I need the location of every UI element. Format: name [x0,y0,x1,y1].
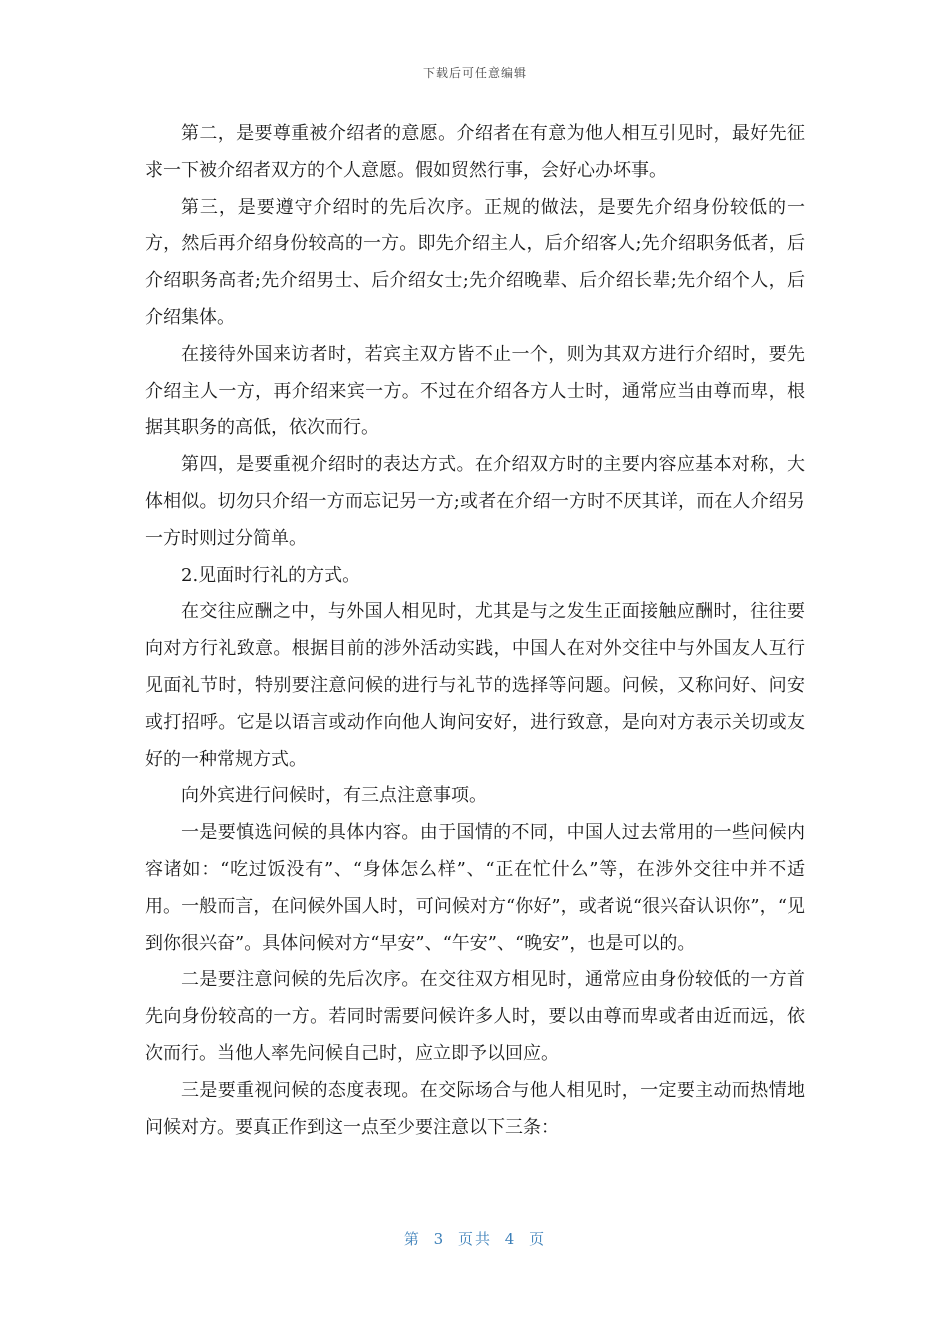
paragraph: 二是要注意问候的先后次序。在交往双方相见时，通常应由身份较低的一方首先向身份较高的一方。若同时需要问候许多人时，要以由尊而卑或者由近而远，依次而行。当他人率先问候自己时，应立即予以回应。 [145,969,805,1064]
page-number-footer: 第 3 页共 4 页 [403,1230,547,1248]
section-heading: 2.见面时行礼的方式。 [181,564,361,586]
paragraph: 向外宾进行问候时，有三点注意事项。 [181,785,487,807]
paragraph: 在接待外国来访者时，若宾主双方皆不止一个，则为其双方进行介绍时，要先介绍主人一方，再介绍来宾一方。不过在介绍各方人士时，通常应当由尊而卑，根据其职务的高低，依次而行。 [145,343,805,439]
paragraph: 一是要慎选问候的具体内容。由于国情的不同，中国人过去常用的一些问候内容诸如：“吃过饭没有”、“身体怎么样”、“正在忙什么”等，在涉外交往中并不适用。一般而言，在问候外国人时，可问候对方“你好”，或者说“很兴奋认识你”，“见到你很兴奋”。具体问候对方“早安”、“午安”、“晚安”，也是可以的。 [145,822,805,954]
document-body [145,116,805,1146]
paragraph: 第三，是要遵守介绍时的先后次序。正规的做法，是要先介绍身份较低的一方，然后再介绍身份较高的一方。即先介绍主人，后介绍客人;先介绍职务低者，后介绍职务高者;先介绍男士、后介绍女士;先介绍晚辈、后介绍长辈;先介绍个人，后介绍集体。 [145,196,805,328]
page-header: 下载后可任意编辑 [422,66,527,80]
paragraph: 三是要重视问候的态度表现。在交际场合与他人相见时，一定要主动而热情地问候对方。要真正作到这一点至少要注意以下三条： [145,1079,805,1138]
paragraph: 第二，是要尊重被介绍者的意愿。介绍者在有意为他人相互引见时，最好先征求一下被介绍者双方的个人意愿。假如贸然行事，会好心办坏事。 [145,123,805,181]
paragraph: 第四，是要重视介绍时的表达方式。在介绍双方时的主要内容应基本对称，大体相似。切勿只介绍一方而忘记另一方;或者在介绍一方时不厌其详，而在人介绍另一方时则过分简单。 [145,454,805,549]
paragraph: 在交往应酬之中，与外国人相见时，尤其是与之发生正面接触应酬时，往往要向对方行礼致意。根据目前的涉外活动实践，中国人在对外交往中与外国友人互行见面礼节时，特别要注意问候的进行与礼节的选择等问题。问候，又称问好、问安或打招呼。它是以语言或动作向他人询问安好，进行致意，是向对方表示关切或友好的一种常规方式。 [145,601,805,770]
